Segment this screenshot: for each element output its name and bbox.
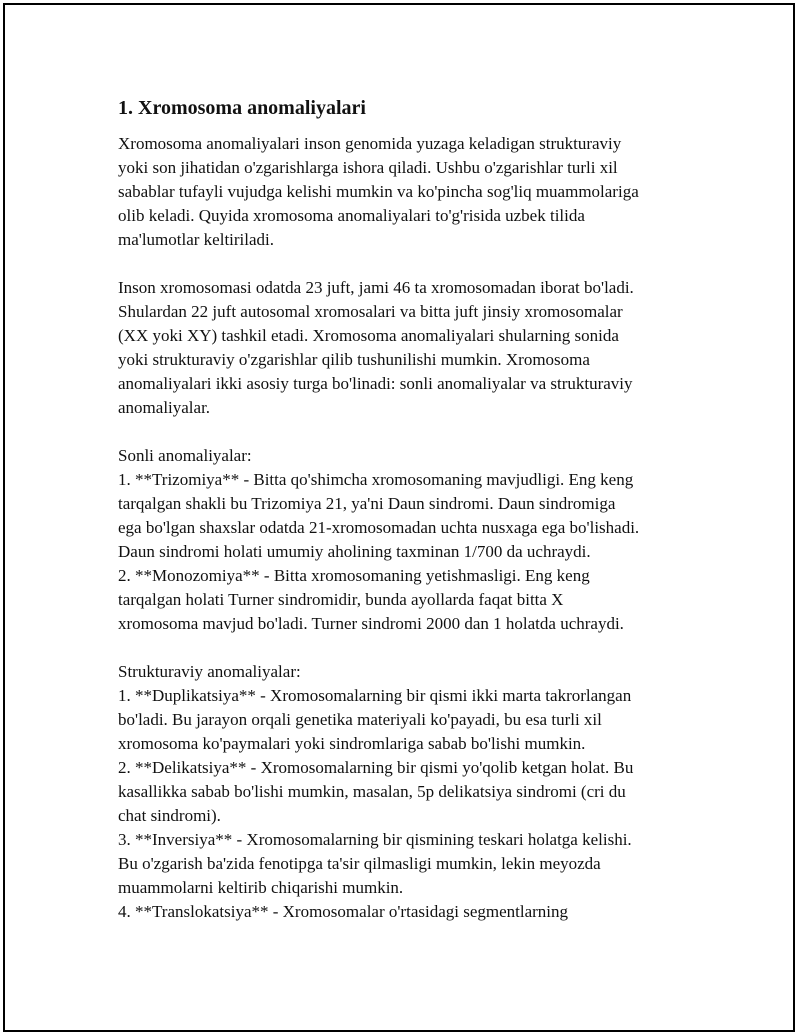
- intro-paragraph: [118, 132, 718, 252]
- list-item-line: bo'ladi. Bu jarayon orqali genetika materiyali ko'payadi, bu esa turli xil: [118, 710, 602, 729]
- text-line: yoki strukturaviy o'zgarishlar qilib tushunilishi mumkin. Xromosoma: [118, 350, 590, 369]
- text-line: Xromosoma anomaliyalari inson genomida yuzaga keladigan strukturaviy: [118, 134, 622, 153]
- subsection-label: Sonli anomaliyalar:: [118, 446, 252, 465]
- text-line: Inson xromosomasi odatda 23 juft, jami 46 ta xromosomadan iborat bo'ladi.: [118, 278, 634, 297]
- list-item-line: tarqalgan shakli bu Trizomiya 21, ya'ni Daun sindromi. Daun sindromiga: [118, 494, 616, 513]
- text-line: Shulardan 22 juft autosomal xromosalari va bitta juft jinsiy xromosomalar: [118, 302, 623, 321]
- numeric-anomalies-section: [118, 444, 718, 636]
- list-item-line: Bu o'zgarish ba'zida fenotipga ta'sir qilmasligi mumkin, lekin meyozda: [118, 854, 601, 873]
- text-line: yoki son jihatidan o'zgarishlarga ishora qiladi. Ushbu o'zgarishlar turli xil: [118, 158, 618, 177]
- text-line: anomaliyalari ikki asosiy turga bo'linadi: sonli anomaliyalar va strukturaviy: [118, 374, 633, 393]
- list-item-line: xromosoma mavjud bo'ladi. Turner sindromi 2000 dan 1 holatda uchraydi.: [118, 614, 624, 633]
- chromosome-count-paragraph: [118, 276, 718, 420]
- list-item-line: Daun sindromi holati umumiy aholining taxminan 1/700 da uchraydi.: [118, 542, 591, 561]
- list-item-line: 1. **Trizomiya** - Bitta qo'shimcha xromosomaning mavjudligi. Eng keng: [118, 470, 634, 489]
- list-item-line: muammolarni keltirib chiqarishi mumkin.: [118, 878, 404, 897]
- text-line: olib keladi. Quyida xromosoma anomaliyalari to'g'risida uzbek tilida: [118, 206, 585, 225]
- section-heading: 1. Xromosoma anomaliyalari: [118, 97, 366, 119]
- list-item-line: chat sindromi).: [118, 806, 221, 825]
- text-line: (XX yoki XY) tashkil etadi. Xromosoma anomaliyalari shularning sonida: [118, 326, 619, 345]
- list-item-line: 3. **Inversiya** - Xromosomalarning bir qismining teskari holatga kelishi.: [118, 830, 632, 849]
- list-item-line: kasallikka sabab bo'lishi mumkin, masalan, 5p delikatsiya sindromi (cri du: [118, 782, 626, 801]
- list-item-line: xromosoma ko'paymalari yoki sindromlariga sabab bo'lishi mumkin.: [118, 734, 586, 753]
- text-line: sabablar tufayli vujudga kelishi mumkin va ko'pincha sog'liq muammolariga: [118, 182, 639, 201]
- text-line: anomaliyalar.: [118, 398, 211, 417]
- text-line: ma'lumotlar keltiriladi.: [118, 230, 275, 249]
- list-item-line: tarqalgan holati Turner sindromidir, bunda ayollarda faqat bitta X: [118, 590, 564, 609]
- list-item-line: 1. **Duplikatsiya** - Xromosomalarning bir qismi ikki marta takrorlangan: [118, 686, 632, 705]
- document-body: [118, 96, 718, 924]
- list-item-line: ega bo'lgan shaxslar odatda 21-xromosomadan uchta nusxaga ega bo'lishadi.: [118, 518, 640, 537]
- list-item-line: 2. **Delikatsiya** - Xromosomalarning bir qismi yo'qolib ketgan holat. Bu: [118, 758, 634, 777]
- list-item-line: 4. **Translokatsiya** - Xromosomalar o'rtasidagi segmentlarning: [118, 902, 569, 921]
- list-item-line: 2. **Monozomiya** - Bitta xromosomaning yetishmasligi. Eng keng: [118, 566, 590, 585]
- subsection-label: Strukturaviy anomaliyalar:: [118, 662, 301, 681]
- structural-anomalies-section: [118, 660, 718, 924]
